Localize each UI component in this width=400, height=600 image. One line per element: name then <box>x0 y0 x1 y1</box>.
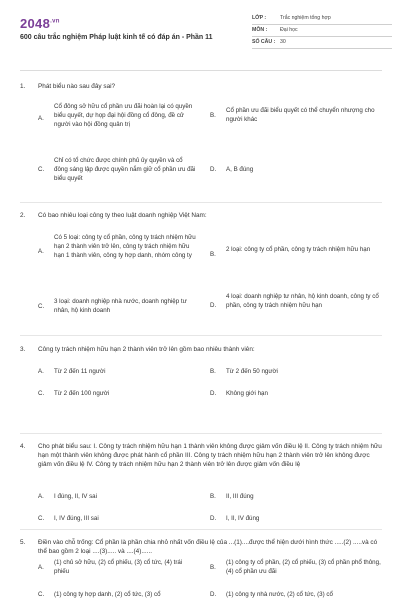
site-logo[interactable] <box>20 16 60 31</box>
option-text: Cổ đông sở hữu cổ phần ưu đãi hoàn lại có quyền biểu quyết, dự họp đại hội đồng cổ đông, đề cử người vào hội đồng quản trị <box>54 103 193 128</box>
option-a[interactable] <box>38 102 198 142</box>
option-letter: A. <box>38 368 44 375</box>
option-letter: C. <box>38 166 45 173</box>
option-b[interactable] <box>210 245 382 265</box>
option-text: I đúng, II, IV sai <box>54 493 97 500</box>
option-letter: A. <box>38 564 44 571</box>
document-title: 600 câu trắc nghiệm Pháp luật kinh tế có đáp án - Phần 11 <box>20 34 213 41</box>
question-divider <box>20 202 382 203</box>
option-letter: B. <box>210 564 216 571</box>
option-d[interactable] <box>210 292 382 322</box>
header-divider <box>20 70 382 71</box>
option-text: I, II, IV đúng <box>226 515 260 522</box>
option-text: Chỉ có tổ chức được chính phủ ủy quyền và cổ đông sáng lập được quyền nắm giữ cổ phần ưu đãi biểu quyết <box>54 157 196 182</box>
meta-value: Trắc nghiệm tổng hợp <box>280 12 392 24</box>
option-letter: C. <box>38 515 45 522</box>
option-text: I, IV đúng, III sai <box>54 515 99 522</box>
meta-label: MÔN : <box>252 24 280 36</box>
option-text: Từ 2 đến 50 người <box>226 368 278 375</box>
option-text: Cổ phần ưu đãi biểu quyết có thể chuyển nhượng cho người khác <box>226 107 375 123</box>
option-a[interactable] <box>38 558 198 578</box>
meta-row-subject <box>252 24 392 36</box>
option-letter: B. <box>210 251 216 258</box>
option-letter: B. <box>210 493 216 500</box>
question-divider <box>20 433 382 434</box>
option-c[interactable] <box>38 389 198 399</box>
option-c[interactable] <box>38 297 198 317</box>
option-text: 3 loại: doanh nghiệp nhà nước, doanh nghiệp tư nhân, hộ kinh doanh <box>54 298 187 314</box>
option-text: 2 loại: công ty cổ phần, công ty trách nhiệm hữu hạn <box>226 246 371 253</box>
question-text: Có bao nhiêu loại công ty theo luật doanh nghiệp Việt Nam: <box>38 212 207 219</box>
document-header <box>0 0 400 66</box>
meta-row-count <box>252 36 392 48</box>
option-letter: A. <box>38 115 44 122</box>
option-text: 4 loại: doanh nghiệp tư nhân, hộ kinh doanh, công ty cổ phần, công ty trách nhiệm hữu hạn <box>226 293 379 309</box>
option-b[interactable] <box>210 106 382 130</box>
option-text: (1) công ty hợp danh, (2) cổ tức, (3) cổ <box>54 591 161 598</box>
meta-label: LỚP : <box>252 12 280 24</box>
option-text: Từ 2 đến 11 người <box>54 368 106 375</box>
question-text: Cho phát biểu sau: I. Công ty trách nhiệm hữu hạn 1 thành viên không được giảm vốn điều lệ II. Công ty trách nhiệm hữu hạn một thành viên không được phát hành cổ phần III. Công ty trách nhiệm hữu hạn 2 thành viên trở lên không được giảm vốn điều lệ IV. Công ty trách nhiệm hữu hạn 2 thành viên trở lên được giảm vốn điều lệ <box>38 443 382 468</box>
logo-suffix: .vn <box>50 18 60 25</box>
option-letter: B. <box>210 112 216 119</box>
option-d[interactable] <box>210 165 382 177</box>
option-b[interactable] <box>210 558 382 578</box>
option-letter: D. <box>210 166 217 173</box>
option-letter: A. <box>38 248 44 255</box>
option-d[interactable] <box>210 514 382 524</box>
meta-table <box>252 12 392 49</box>
question-number: 2. <box>20 212 26 219</box>
question-number: 1. <box>20 83 26 90</box>
meta-value: 30 <box>280 36 392 48</box>
option-text: (1) công ty cổ phần, (2) cổ phiếu, (3) cổ phần phổ thông, (4) cổ phần ưu đãi <box>226 559 381 575</box>
option-letter: D. <box>210 515 217 522</box>
question-number: 4. <box>20 443 26 450</box>
option-c[interactable] <box>38 514 198 524</box>
option-letter: D. <box>210 390 217 397</box>
option-letter: A. <box>38 493 44 500</box>
question-number: 3. <box>20 346 26 353</box>
option-c[interactable] <box>38 590 198 600</box>
option-text: Không giới hạn <box>226 390 268 397</box>
question-text: Công ty trách nhiệm hữu hạn 2 thành viên trở lên gồm bao nhiêu thành viên: <box>38 346 255 353</box>
option-a[interactable] <box>38 367 198 377</box>
option-letter: D. <box>210 591 217 598</box>
option-a[interactable] <box>38 233 198 273</box>
option-b[interactable] <box>210 367 382 377</box>
option-text: II, III đúng <box>226 493 254 500</box>
question-number: 5. <box>20 539 26 546</box>
option-d[interactable] <box>210 590 382 600</box>
option-letter: C. <box>38 390 45 397</box>
option-d[interactable] <box>210 389 382 399</box>
question-divider <box>20 529 382 530</box>
option-letter: C. <box>38 591 45 598</box>
question-text: Điền vào chỗ trống: Cổ phần là phần chia nhỏ nhất vốn điều lệ của ...(1)....được thể hiện dưới hình thức .....(2) .....và có thể bao gồm 2 loại ....(3)..... và ....(4)...... <box>38 539 378 555</box>
option-text: (1) công ty nhà nước, (2) cổ tức, (3) cổ <box>226 591 333 598</box>
option-a[interactable] <box>38 492 198 502</box>
option-text: Từ 2 đến 100 người <box>54 390 110 397</box>
logo-text: 2048 <box>20 16 51 31</box>
option-text: Có 5 loại: công ty cổ phần, công ty trách nhiệm hữu hạn 2 thành viên trở lên, công ty trách nhiệm hữu hạn 1 thành viên, công ty hợp danh, nhóm công ty <box>54 234 196 259</box>
option-letter: B. <box>210 368 216 375</box>
question-text: Phát biểu nào sau đây sai? <box>38 83 116 90</box>
option-b[interactable] <box>210 492 382 502</box>
option-letter: D. <box>210 302 217 309</box>
option-text: (1) chủ sở hữu, (2) cổ phiếu, (3) cổ tức, (4) trái phiếu <box>54 559 183 575</box>
meta-row-class <box>252 12 392 24</box>
meta-value: Đại học <box>280 24 392 36</box>
option-letter: C. <box>38 303 45 310</box>
option-c[interactable] <box>38 156 198 186</box>
question-divider <box>20 335 382 336</box>
meta-label: SỐ CÂU : <box>252 36 280 48</box>
option-text: A, B đúng <box>226 166 254 173</box>
